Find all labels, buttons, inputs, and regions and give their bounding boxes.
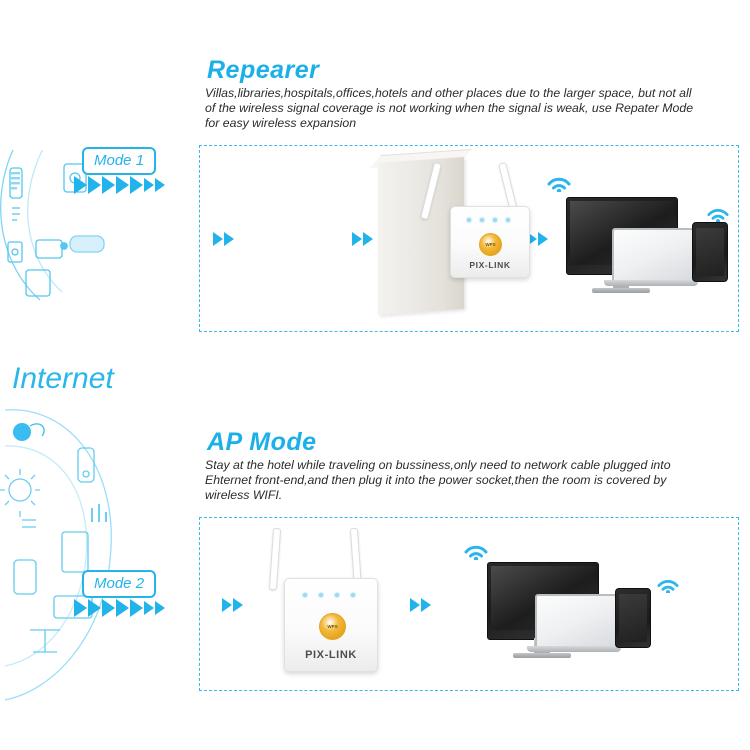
triangle-arrow-icon xyxy=(213,232,223,246)
triangle-arrow-icon xyxy=(410,598,420,612)
triangle-arrow-icon xyxy=(233,598,243,612)
repeater-section-title: Repearer xyxy=(207,56,320,84)
triangle-arrow-icon xyxy=(88,599,101,617)
repeater-section-description: Villas,libraries,hospitals,offices,hotels and other places due to the larger space, but not all of the wireless signal coverage is not working when the signal is weak, use Repater Mode for easy wireless expansion xyxy=(205,86,694,131)
device-brand-label: PIX-LINK xyxy=(469,260,511,270)
monitor-base xyxy=(592,288,650,293)
laptop-base xyxy=(527,646,621,652)
triangle-arrow-icon xyxy=(363,232,373,246)
laptop-base xyxy=(604,280,698,286)
triangle-arrow-icon xyxy=(102,599,115,617)
tablet-bottom xyxy=(615,588,651,648)
triangle-arrow-icon xyxy=(116,599,129,617)
triangle-arrow-icon xyxy=(155,601,165,615)
device-brand-label: PIX-LINK xyxy=(305,649,357,661)
mode-1-badge: Mode 1 xyxy=(82,147,156,175)
arrow-group-panel-top-left xyxy=(213,232,234,246)
triangle-arrow-icon xyxy=(222,598,232,612)
led-indicator-icon xyxy=(506,218,510,222)
triangle-arrow-icon xyxy=(88,176,101,194)
arrow-group-mode2 xyxy=(74,599,165,617)
led-indicator-icon xyxy=(351,593,355,597)
arrow-group-panel-bottom-right xyxy=(410,598,431,612)
triangle-arrow-icon xyxy=(74,176,87,194)
tablet-screen xyxy=(696,228,724,276)
arrow-group-panel-top-right xyxy=(527,232,548,246)
triangle-arrow-icon xyxy=(130,599,143,617)
wifi-repeater-device-top xyxy=(450,206,530,278)
triangle-arrow-icon xyxy=(144,178,154,192)
wifi-repeater-device-bottom xyxy=(284,578,378,672)
led-indicator-icon xyxy=(335,593,339,597)
tablet-top xyxy=(692,222,728,282)
triangle-arrow-icon xyxy=(155,178,165,192)
triangle-arrow-icon xyxy=(352,232,362,246)
triangle-arrow-icon xyxy=(144,601,154,615)
led-indicator-icon xyxy=(493,218,497,222)
led-indicator-icon xyxy=(319,593,323,597)
wifi-signal-icon xyxy=(705,200,731,222)
ap-section-description: Stay at the hotel while traveling on bussiness,only need to network cable plugged into Ehternet front-end,and then plug it into the power socket,then the room is covered by wireless WIFI. xyxy=(205,458,671,503)
triangle-arrow-icon xyxy=(116,176,129,194)
wifi-signal-icon xyxy=(462,536,490,560)
wps-button[interactable]: WPS xyxy=(319,613,346,640)
laptop-top xyxy=(612,228,694,284)
router-led-row xyxy=(467,218,510,222)
router-led-row xyxy=(303,593,355,597)
wps-button[interactable]: WPS xyxy=(479,233,502,256)
internet-label: Internet xyxy=(12,362,114,395)
triangle-arrow-icon xyxy=(421,598,431,612)
led-indicator-icon xyxy=(303,593,307,597)
wifi-signal-icon xyxy=(545,168,573,192)
arrow-group-panel-bottom-left xyxy=(222,598,243,612)
led-indicator-icon xyxy=(480,218,484,222)
triangle-arrow-icon xyxy=(74,599,87,617)
triangle-arrow-icon xyxy=(130,176,143,194)
monitor-base xyxy=(513,653,571,658)
ap-section-title: AP Mode xyxy=(207,428,317,456)
triangle-arrow-icon xyxy=(538,232,548,246)
tablet-screen xyxy=(619,594,647,642)
mode-2-badge: Mode 2 xyxy=(82,570,156,598)
triangle-arrow-icon xyxy=(102,176,115,194)
led-indicator-icon xyxy=(467,218,471,222)
decorative-network-artwork-bottom xyxy=(0,400,210,730)
arrow-group-mode1 xyxy=(74,176,165,194)
arrow-group-panel-top-mid xyxy=(352,232,373,246)
wifi-signal-icon xyxy=(655,571,681,593)
triangle-arrow-icon xyxy=(224,232,234,246)
laptop-bottom xyxy=(535,594,617,650)
